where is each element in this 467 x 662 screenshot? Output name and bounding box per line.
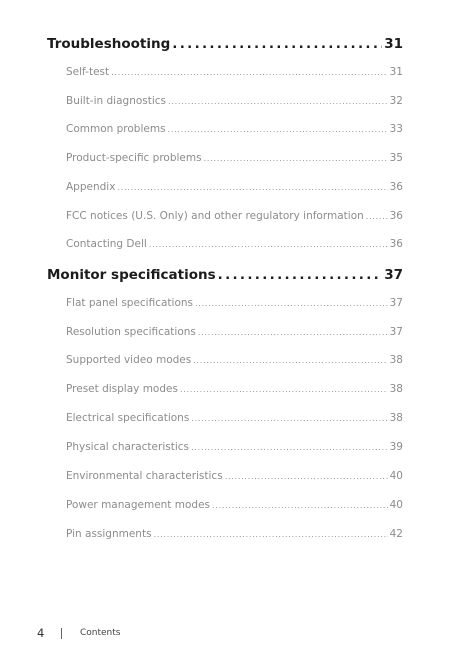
toc-leader-dots <box>168 95 388 107</box>
toc-page-number: 36 <box>389 210 403 222</box>
toc-item-physical-characteristics[interactable] <box>66 441 403 453</box>
toc-leader-dots <box>117 181 387 193</box>
toc-leader-dots <box>212 499 388 511</box>
toc-item-title: FCC notices (U.S. Only) and other regulatory information <box>66 210 364 222</box>
toc-item-title: Self-test <box>66 66 110 78</box>
toc-leader-dots <box>195 297 388 309</box>
toc-page-number: 42 <box>389 528 403 540</box>
toc-item-environmental-characteristics[interactable] <box>66 470 403 482</box>
toc-leader-dots <box>218 267 383 283</box>
toc-item-resolution-specifications[interactable] <box>66 326 403 338</box>
toc-page-number: 36 <box>389 181 403 193</box>
toc-item-title: Pin assignments <box>66 528 152 540</box>
toc-item-title: Electrical specifications <box>66 412 190 424</box>
toc-leader-dots <box>149 238 388 250</box>
toc-leader-dots <box>154 528 388 540</box>
toc-chapter-title: Monitor specifications <box>47 267 216 283</box>
toc-leader-dots <box>204 152 388 164</box>
toc-item-contacting-dell[interactable] <box>66 238 403 250</box>
toc-item-supported-video-modes[interactable] <box>66 354 403 366</box>
toc-chapter-monitor-specifications[interactable] <box>47 267 403 283</box>
toc-leader-dots <box>366 210 388 222</box>
toc-leader-dots <box>168 123 388 135</box>
toc-page-number: 36 <box>389 238 403 250</box>
toc-item-product-specific-problems[interactable] <box>66 152 403 164</box>
toc-item-flat-panel-specifications[interactable] <box>66 297 403 309</box>
toc-page-number: 40 <box>389 470 403 482</box>
toc-item-title: Power management modes <box>66 499 211 511</box>
toc-page-number: 37 <box>389 297 403 309</box>
toc-page-number: 39 <box>389 441 403 453</box>
toc-item-title: Contacting Dell <box>66 238 147 250</box>
footer-divider <box>61 628 62 639</box>
toc-page-number: 38 <box>389 412 403 424</box>
toc-page-number: 33 <box>389 123 403 135</box>
toc-leader-dots <box>111 66 388 78</box>
toc-item-pin-assignments[interactable] <box>66 528 403 540</box>
toc-page-number: 35 <box>389 152 403 164</box>
toc-chapter-troubleshooting[interactable] <box>47 36 403 52</box>
toc-item-power-management-modes[interactable] <box>66 499 403 511</box>
toc-item-title: Built-in diagnostics <box>66 95 167 107</box>
toc-page-number: 31 <box>389 66 403 78</box>
toc-item-appendix[interactable] <box>66 181 403 193</box>
toc-item-title: Appendix <box>66 181 116 193</box>
toc-item-title: Resolution specifications <box>66 326 196 338</box>
toc-page-number: 37 <box>389 326 403 338</box>
toc-page-number: 31 <box>384 36 403 52</box>
toc-page-number: 38 <box>389 354 403 366</box>
toc-leader-dots <box>191 412 387 424</box>
toc-item-title: Environmental characteristics <box>66 470 223 482</box>
toc-item-title: Physical characteristics <box>66 441 189 453</box>
toc-item-title: Product-specific problems <box>66 152 202 164</box>
toc-chapter-title: Troubleshooting <box>47 36 171 52</box>
toc-item-electrical-specifications[interactable] <box>66 412 403 424</box>
footer-section-label: Contents <box>80 628 121 638</box>
toc-leader-dots <box>172 36 382 52</box>
toc-leader-dots <box>198 326 388 338</box>
toc-page-number: 37 <box>384 267 403 283</box>
toc-leader-dots <box>193 354 387 366</box>
toc-leader-dots <box>180 383 388 395</box>
toc-leader-dots <box>225 470 388 482</box>
toc-page-number: 32 <box>389 95 403 107</box>
toc-item-title: Common problems <box>66 123 166 135</box>
footer-page-number: 4 <box>37 626 45 640</box>
toc-item-title: Flat panel specifications <box>66 297 194 309</box>
toc-item-title: Preset display modes <box>66 383 178 395</box>
toc-item-self-test[interactable] <box>66 66 403 78</box>
toc-item-preset-display-modes[interactable] <box>66 383 403 395</box>
toc-item-built-in-diagnostics[interactable] <box>66 95 403 107</box>
page-footer <box>37 626 120 640</box>
toc-item-fcc-notices[interactable] <box>66 210 403 222</box>
toc-item-common-problems[interactable] <box>66 123 403 135</box>
toc-leader-dots <box>191 441 388 453</box>
toc-page-number: 38 <box>389 383 403 395</box>
toc-page-number: 40 <box>389 499 403 511</box>
toc-item-title: Supported video modes <box>66 354 192 366</box>
